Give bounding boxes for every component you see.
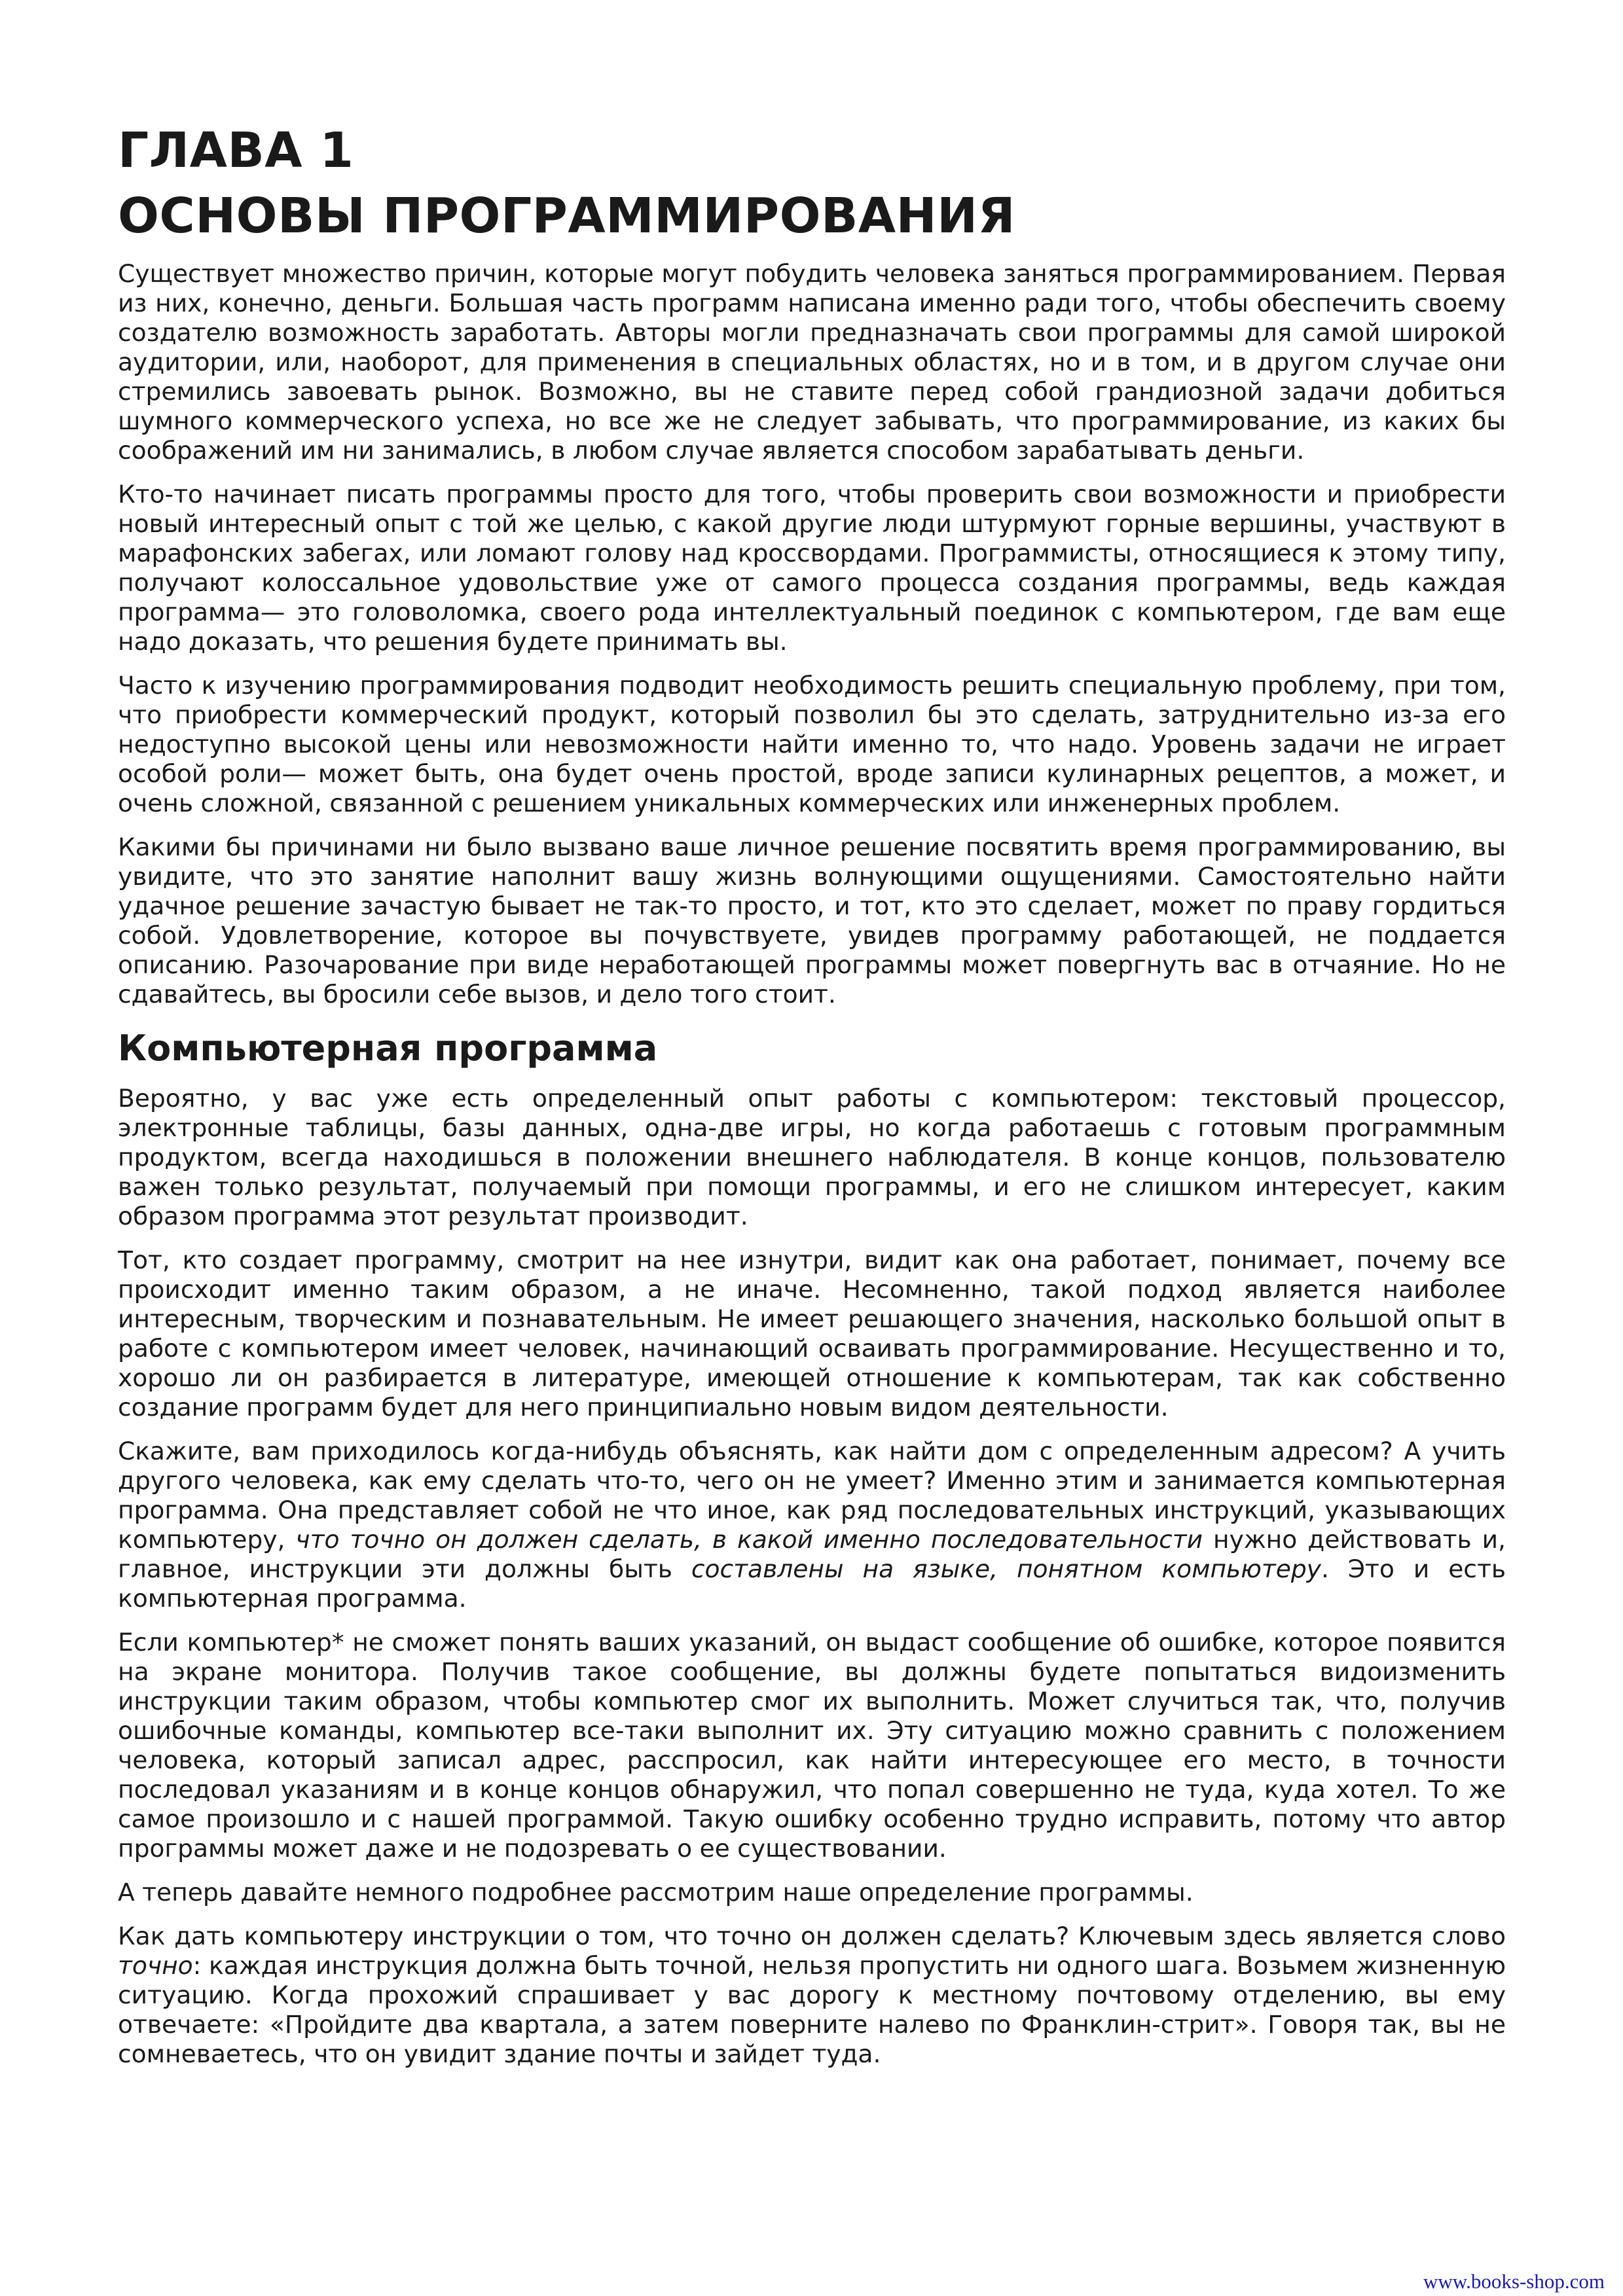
paragraph-text: : каждая инструкция должна быть точной, нельзя пропустить ни одного шага. Возьмем жизненную ситуацию. Когда прохожий спрашивает у вас дорогу к местному почтовому отделению, вы ему отвечаете: «Пройдите два квартала, а затем поверните налево по Франклин-стрит». Говоря так, вы не сомневаетесь, что он увидит здание почты и зайдет туда.: [118, 1951, 1506, 2068]
paragraph-text: Как дать компьютеру инструкции о том, что точно он должен сделать? Ключевым здесь является слово: [118, 1922, 1506, 1950]
section-paragraph-3: [118, 1437, 1506, 1613]
section-paragraph-2: Тот, кто создает программу, смотрит на нее изнутри, видит как она работает, понимает, почему все происходит именно таким образом, а не иначе. Несомненно, такой подход является наиболее интересным, творческим и познавательным. Не имеет решающего значения, насколько большой опыт в работе с компьютером имеет человек, начинающий осваивать программирование. Несущественно и то, хорошо ли он разбирается в литературе, имеющей отношение к компьютерам, так как собственно создание программ будет для него принципиально новым видом деятельности.: [118, 1246, 1506, 1422]
emphasis-text: точно: [118, 1951, 193, 1980]
section-paragraph-5: А теперь давайте немного подробнее рассмотрим наше определение программы.: [118, 1878, 1194, 1907]
paragraph-text: нужно действовать и, главное, инструкции эти должны быть: [118, 1525, 1506, 1583]
section-paragraph-6: [118, 1922, 1506, 2069]
emphasis-text: что точно он должен сделать, в какой именно последовательности: [295, 1525, 1203, 1554]
paragraph-text: Скажите, вам приходилось когда-нибудь объяснять, как найти дом с определенным адресом? А учить другого человека, как ему сделать что-то, чего он не умеет? Именно этим и занимается компьютерная программа. Она представляет собой не что иное, как ряд последовательных инструкций, указывающих компьютеру,: [118, 1437, 1506, 1554]
footer-website-link[interactable]: www.books-shop.com: [1423, 2270, 1605, 2293]
paragraph-text: . Это и есть компьютерная программа.: [118, 1554, 1506, 1613]
intro-paragraph-3: Часто к изучению программирования подводит необходимость решить специальную проблему, при том, что приобрести коммерческий продукт, который позволил бы это сделать, затруднительно из-за его недоступно высокой цены или невозможности найти именно то, что надо. Уровень задачи не играет особой роли— может быть, она будет очень простой, вроде записи кулинарных рецептов, а может, и очень сложной, связанной с решением уникальных коммерческих или инженерных проблем.: [118, 671, 1506, 817]
intro-paragraph-2: Кто-то начинает писать программы просто для того, чтобы проверить свои возможности и приобрести новый интересный опыт с той же целью, с какой другие люди штурмуют горные вершины, участвуют в марафонских забегах, или ломают голову над кроссвордами. Программисты, относящиеся к этому типу, получают колоссальное удовольствие уже от самого процесса создания программы, ведь каждая программа— это головоломка, своего рода интеллектуальный поединок с компьютером, где вам еще надо доказать, что решения будете принимать вы.: [118, 480, 1506, 656]
intro-paragraph-1: Существует множество причин, которые могут побудить человека заняться программированием. Первая из них, конечно, деньги. Большая часть программ написана именно ради того, чтобы обеспечить своему создателю возможность заработать. Авторы могли предназначать свои программы для самой широкой аудитории, или, наоборот, для применения в специальных областях, но и в том, и в другом случае они стремились завоевать рынок. Возможно, вы не ставите перед собой грандиозной задачи добиться шумного коммерческого успеха, но все же не следует забывать, что программирование, из каких бы соображений им ни занимались, в любом случае является способом зарабатывать деньги.: [118, 259, 1506, 465]
emphasis-text: составлены на языке, понятном компьютеру: [691, 1554, 1321, 1583]
chapter-title: ОСНОВЫ ПРОГРАММИРОВАНИЯ: [118, 188, 1015, 244]
chapter-label: ГЛАВА 1: [118, 122, 354, 179]
intro-paragraph-4: Какими бы причинами ни было вызвано ваше личное решение посвятить время программированию, вы увидите, что это занятие наполнит вашу жизнь волнующими ощущениями. Самостоятельно найти удачное решение зачастую бывает не так-то просто, и тот, кто это сделает, может по праву гордиться собой. Удовлетворение, которое вы почувствуете, увидев программу работающей, не поддается описанию. Разочарование при виде неработающей программы может повергнуть вас в отчаяние. Но не сдавайтесь, вы бросили себе вызов, и дело того стоит.: [118, 833, 1506, 1009]
section-paragraph-4: Если компьютер* не сможет понять ваших указаний, он выдаст сообщение об ошибке, которое появится на экране монитора. Получив такое сообщение, вы должны будете попытаться видоизменить инструкции таким образом, чтобы компьютер смог их выполнить. Может случиться так, что, получив ошибочные команды, компьютер все-таки выполнит их. Эту ситуацию можно сравнить с положением человека, который записал адрес, расспросил, как найти интересующее его место, в точности последовал указаниям и в конце концов обнаружил, что попал совершенно не туда, куда хотел. То же самое произошло и с нашей программой. Такую ошибку особенно трудно исправить, потому что автор программы может даже и не подозревать о ее существовании.: [118, 1628, 1506, 1863]
section-heading: Компьютерная программа: [118, 1028, 658, 1069]
section-paragraph-1: Вероятно, у вас уже есть определенный опыт работы с компьютером: текстовый процессор, электронные таблицы, базы данных, одна-две игры, но когда работаешь с готовым программным продуктом, всегда находишься в положении внешнего наблюдателя. В конце концов, пользователю важен только результат, получаемый при помощи программы, и его не слишком интересует, каким образом программа этот результат производит.: [118, 1084, 1506, 1230]
page-content: [118, 118, 1506, 2083]
